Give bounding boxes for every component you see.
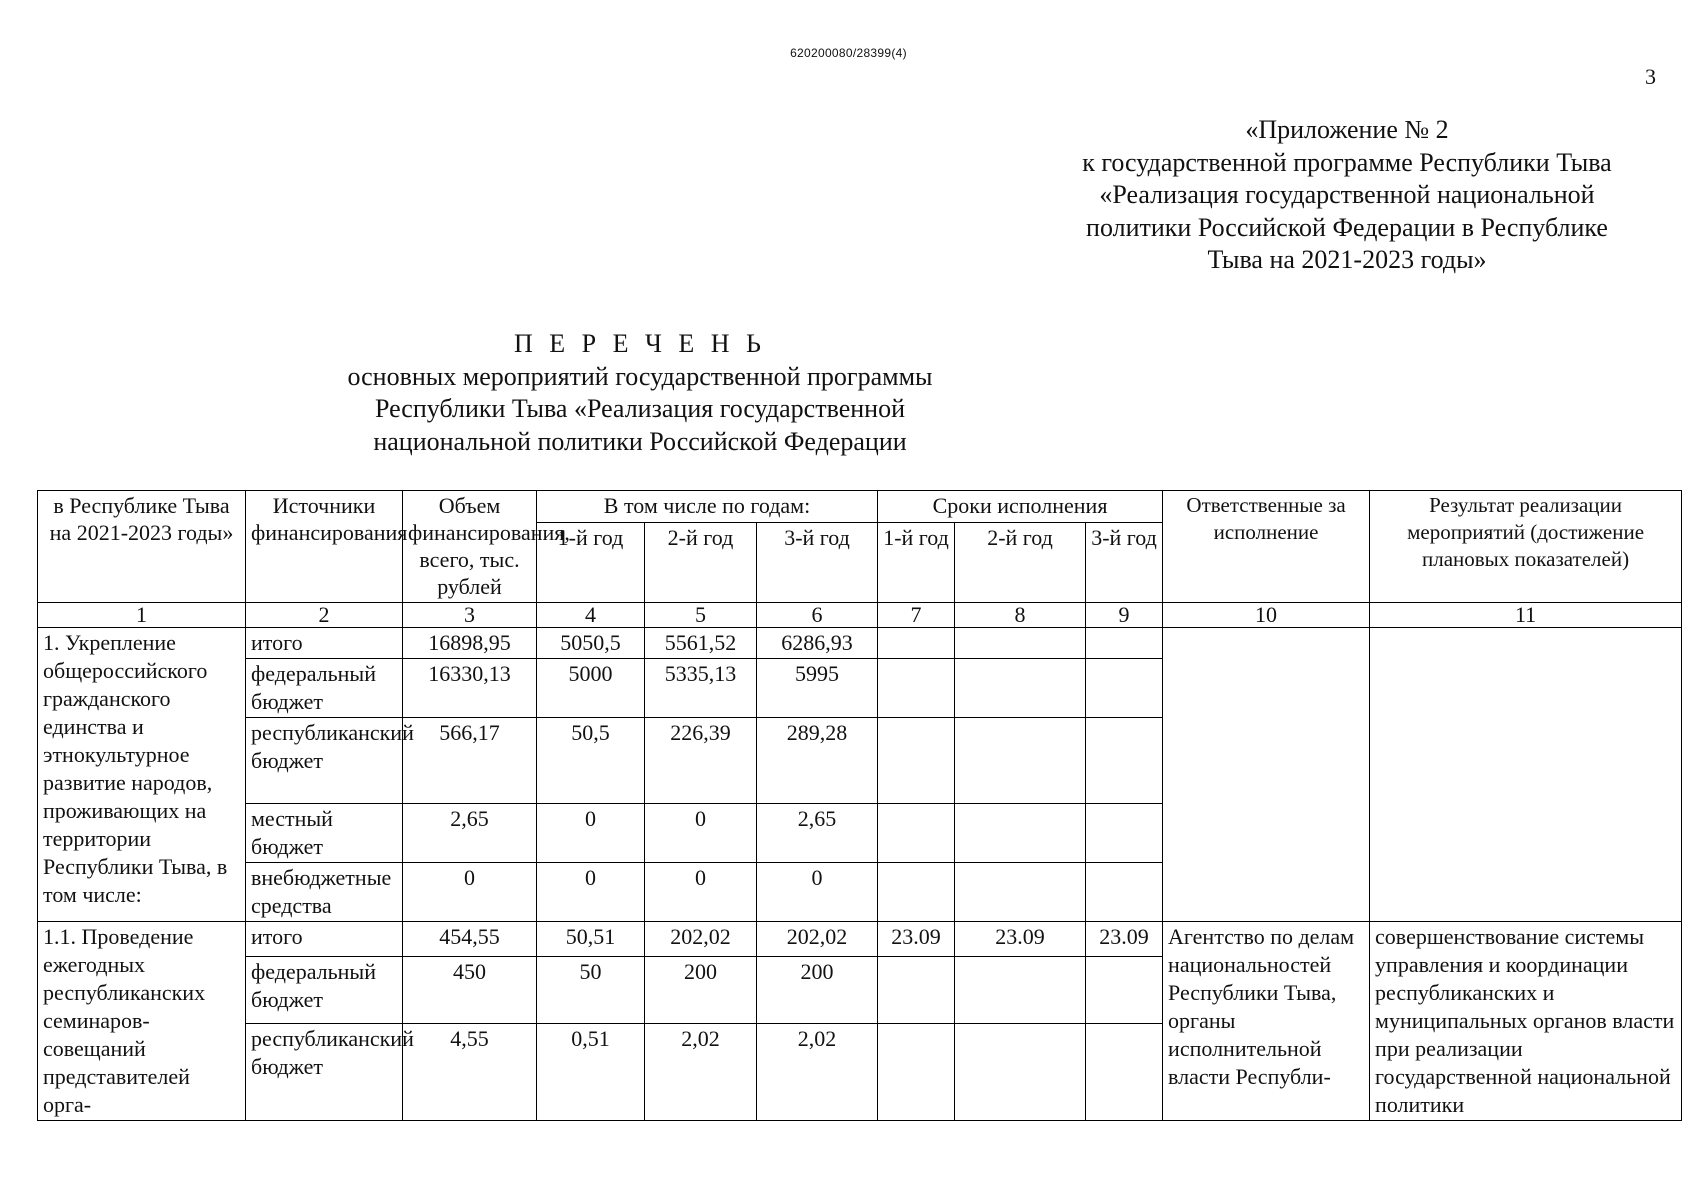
term1-value <box>878 863 955 922</box>
year3-value: 289,28 <box>757 718 878 804</box>
term2-value <box>955 1023 1086 1120</box>
column-number: 9 <box>1086 603 1163 628</box>
result-cell <box>1370 628 1682 922</box>
header-term2: 2-й год <box>955 523 1086 603</box>
result-cell: совершенствование системы управления и координации республиканских и муниципальных органов власти при реализации государственной национальной политики <box>1370 922 1682 1121</box>
column-number: 8 <box>955 603 1086 628</box>
funding-source: местный бюджет <box>246 804 403 863</box>
column-number: 10 <box>1163 603 1370 628</box>
term3-value <box>1086 863 1163 922</box>
funding-source: итого <box>246 628 403 659</box>
term1-value <box>878 957 955 1024</box>
activity-name: 1. Укрепление общероссийского гражданского единства и этнокультурное развитие народов, проживающих на территории Республики Тыва, в том числе: <box>38 628 246 922</box>
funding-source: федеральный бюджет <box>246 659 403 718</box>
header-row <box>38 491 1682 523</box>
header-total-volume: Объем финансирования, всего, тыс. рублей <box>403 491 537 603</box>
funding-source: итого <box>246 922 403 957</box>
annex-block <box>1037 114 1657 277</box>
year1-value: 0 <box>537 863 645 922</box>
term3-value <box>1086 718 1163 804</box>
year1-value: 0 <box>537 804 645 863</box>
document-title <box>0 328 1280 458</box>
term2-value <box>955 804 1086 863</box>
year2-value: 200 <box>645 957 757 1024</box>
term1-value: 23.09 <box>878 922 955 957</box>
year2-value: 0 <box>645 863 757 922</box>
total-volume: 2,65 <box>403 804 537 863</box>
header-years-group: В том числе по годам: <box>537 491 878 523</box>
year2-value: 5561,52 <box>645 628 757 659</box>
total-volume: 4,55 <box>403 1023 537 1120</box>
page-number: 3 <box>1645 64 1656 89</box>
table-row <box>38 628 1682 659</box>
header-result: Результат реализации мероприятий (достижение плановых показателей) <box>1370 491 1682 603</box>
activity-name: 1.1. Проведение ежегодных республиканских семинаров-совещаний представителей орга- <box>38 922 246 1121</box>
title-line: Республики Тыва «Реализация государственной <box>375 394 905 423</box>
term3-value: 23.09 <box>1086 922 1163 957</box>
term2-value <box>955 957 1086 1024</box>
column-number: 1 <box>38 603 246 628</box>
year1-value: 50,5 <box>537 718 645 804</box>
year1-value: 0,51 <box>537 1023 645 1120</box>
responsible-cell: Агентство по делам национальностей Республики Тыва, органы исполнительной власти Республи- <box>1163 922 1370 1121</box>
year3-value: 2,02 <box>757 1023 878 1120</box>
total-volume: 0 <box>403 863 537 922</box>
annex-line: «Приложение № 2 <box>1245 115 1449 144</box>
term3-value <box>1086 659 1163 718</box>
column-number: 5 <box>645 603 757 628</box>
year2-value: 2,02 <box>645 1023 757 1120</box>
year1-value: 5000 <box>537 659 645 718</box>
title-line: основных мероприятий государственной программы <box>347 361 933 391</box>
total-volume: 16330,13 <box>403 659 537 718</box>
year2-value: 0 <box>645 804 757 863</box>
year1-value: 50 <box>537 957 645 1024</box>
header-term3: 3-й год <box>1086 523 1163 603</box>
title-line: национальной политики Российской Федерации <box>373 426 907 456</box>
year1-value: 50,51 <box>537 922 645 957</box>
year2-value: 5335,13 <box>645 659 757 718</box>
header-year3: 3-й год <box>757 523 878 603</box>
annex-line: к государственной программе Республики Тыва <box>1082 147 1612 177</box>
year2-value: 226,39 <box>645 718 757 804</box>
funding-source: федеральный бюджет <box>246 957 403 1024</box>
total-volume: 450 <box>403 957 537 1024</box>
column-number: 11 <box>1370 603 1682 628</box>
year3-value: 2,65 <box>757 804 878 863</box>
funding-source: республиканский бюджет <box>246 1023 403 1120</box>
term2-value <box>955 628 1086 659</box>
year1-value: 5050,5 <box>537 628 645 659</box>
year3-value: 5995 <box>757 659 878 718</box>
term1-value <box>878 718 955 804</box>
annex-line: Тыва на 2021-2023 годы» <box>1207 245 1487 274</box>
year3-value: 6286,93 <box>757 628 878 659</box>
year3-value: 202,02 <box>757 922 878 957</box>
year3-value: 0 <box>757 863 878 922</box>
term2-value <box>955 863 1086 922</box>
column-number: 3 <box>403 603 537 628</box>
term3-value <box>1086 957 1163 1024</box>
column-number: 7 <box>878 603 955 628</box>
term2-value <box>955 659 1086 718</box>
responsible-cell <box>1163 628 1370 922</box>
term3-value <box>1086 628 1163 659</box>
header-year1: 1-й год <box>537 523 645 603</box>
term1-value <box>878 628 955 659</box>
term1-value <box>878 1023 955 1120</box>
title-heading: П Е Р Е Ч Е Н Ь <box>514 329 766 358</box>
total-volume: 454,55 <box>403 922 537 957</box>
header-responsible: Ответственные за исполнение <box>1163 491 1370 603</box>
year3-value: 200 <box>757 957 878 1024</box>
header-year2: 2-й год <box>645 523 757 603</box>
term2-value <box>955 718 1086 804</box>
total-volume: 566,17 <box>403 718 537 804</box>
term3-value <box>1086 804 1163 863</box>
term2-value: 23.09 <box>955 922 1086 957</box>
term1-value <box>878 659 955 718</box>
table-row <box>38 922 1682 957</box>
column-number-row <box>38 603 1682 628</box>
annex-line: политики Российской Федерации в Республике <box>1086 212 1608 242</box>
header-activity: в Республике Тыва на 2021-2023 годы» <box>38 491 246 603</box>
header-sources: Источники финансирования <box>246 491 403 603</box>
term3-value <box>1086 1023 1163 1120</box>
term1-value <box>878 804 955 863</box>
funding-source: республиканский бюджет <box>246 718 403 804</box>
column-number: 6 <box>757 603 878 628</box>
column-number: 4 <box>537 603 645 628</box>
funding-source: внебюджетные средства <box>246 863 403 922</box>
year2-value: 202,02 <box>645 922 757 957</box>
annex-line: «Реализация государственной национальной <box>1099 180 1595 209</box>
header-terms-group: Сроки исполнения <box>878 491 1163 523</box>
total-volume: 16898,95 <box>403 628 537 659</box>
header-term1: 1-й год <box>878 523 955 603</box>
activities-table <box>37 490 1682 1121</box>
column-number: 2 <box>246 603 403 628</box>
document-code: 620200080/28399(4) <box>790 46 907 60</box>
